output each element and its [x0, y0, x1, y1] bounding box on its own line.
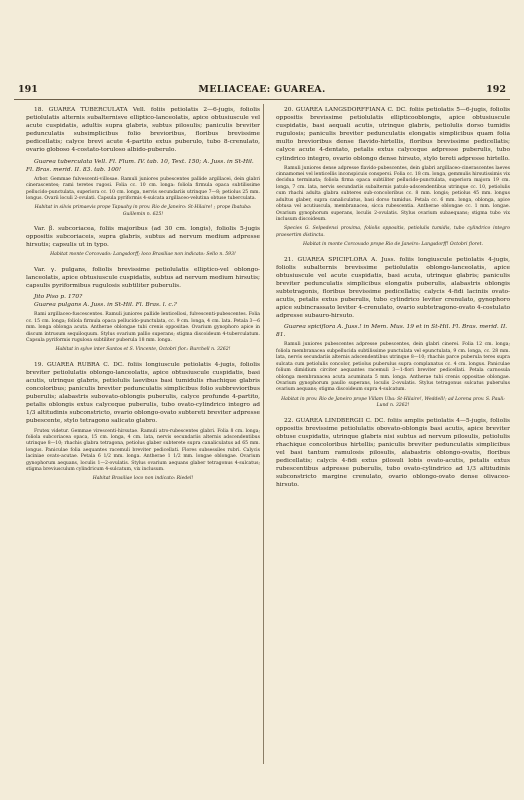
column-divider — [263, 104, 264, 764]
species-note: Species G. Selpedensi proxima, foliolis oppositis, petiolulis tumidis, tubo cylindrico integro praesertim distincta. — [276, 226, 510, 238]
page-number-left: 191 — [18, 84, 38, 95]
variety-description: Rami argillaceo-fuscescentes. Ramuli juniores pallide lenticellosi, fulvescenti-pubescentes. Folia cc. 15 cm. longa; foliola firmula opaca pellucido-punctulata, cc. 9 cm. longa, 4 cm. lata. Petala 3—6 mm. longa oblonga acuta. Antherae oblongae tubi crenis oppositae. Ovarium gynophoro apice in discum intrusum sequiloquum. Stylus ovarium pallio superans; stigma discoideum 4-tuberculatum. Capsula pyriformis rugulosa subtiliter puberula 18 mm. longa. — [26, 312, 260, 343]
header-rule — [14, 99, 510, 100]
habitat-note: Habitat in silvis primaevis prope Tapuahy in prov. Rio de Janeiro: St-Hilaire! ; prope Ibatuba: Guillemin n. 625! — [34, 205, 252, 217]
habitat-note: Habitat Brasiliae loco non indicato: Riedel! — [92, 476, 194, 482]
species-description: Arbor. Gemmae fulvescenti-villosae. Ramuli juniores pubescentes pallide argillacei, dein glabri cinerascentes; rami teretes rugosi. Folia cc. 10 cm. longa: foliola firmula opaca subtilissime pellucido-punctulata, superiora cc. 10 cm. longa, nervis secundariis utrinque 7—8; petiolus 25 mm. longus. Ovarii loculi 2-ovulati. Capsula pyriformis 4-sulcata argillaceo-velutina obtuse tuberculata. — [26, 176, 260, 201]
variety-beta — [26, 225, 260, 259]
page-header — [18, 84, 506, 98]
species-description: Frutex videtur. Gemmae virescenti-hirsutae. Ramuli atro-rubescentes glabri. Folia 8 cm. longa; foliola subcoriacea opaca, 15 cm. longa, 4 cm. lata, nervis secundariis alternis adscendentibus utrinque 8—10; rhachis glabra tetragona, petiolus glaber subterete supra canaliculatus ad 65 mm. longus. Paniculae folia aequantes racemuli breviter pedicellati. Flores subsessiles rubri. Calycis laciniae ovato-acutae. Petala 6 1/2 mm. longa. Antherae 1 1/2 mm. longae oblongae. Ovarium gynophorum aequans, loculis 1—2-ovulatis. Stylus ovarium aequans glaber tetragonus 4-sulcatus; stigma breviusculum cylindricum 4-sulcatum, vix inclusum. — [26, 428, 260, 472]
species-description: Ramuli juniores dense adpresse flavido-pubescentes, dein glabri argillaceo-cinerascentes laeves cinnamomei vel lenticellis inconspicuis conspersi. Folia cc. 18 cm. longa, gemmulis hirsutissimis vix decidua terminata; foliola firma opaca subtiliter pellucido-punctulata, superiora majora 19 cm. longa, 7 cm. lata, nervis secundariis subalternis patulo-adscendentibus utrinque cc. 10, petiolulis cum rhachi adulta glabra subteres sub-concoloribus cc. 8 mm. longis; petiolus 45 mm. longus adultus glaber, supra canaliculatus, basi dorso tumidus. Petala cc. 6 mm. longa, oblonga, apice obtusa vel acutiuscula, membranacea, sicca rubescentia. Antherae oblongae cc. 1 mm. longae. Ovarium gynophorum superans, loculis 2-ovulatis. Stylus ovarium subaequans; stigma tubo vix inclusum discoideum. — [276, 165, 510, 222]
variety-diagnosis: Var. β. subcoriacea, foliis majoribus (ad 30 cm. longis), foliolis 5-jugis oppositis subcoriaceis, supra glabris, subtus ad nervum medium adpresse hirsutis; capsulis ut in typo. — [26, 226, 260, 249]
species-entry-18 — [26, 106, 260, 218]
species-diagnosis: 19. GUAREA RUBRA C. DC. foliis longiuscule petiolatis 4-jugis, foliolis breviter petiolulatis oblongo-lanceolatis, apice obtusiuscule cuspidatis, basi acutis, utrinque glabris, petiolulis laevibus basi tumidulis rhachique glabris concoloribus; paniculis breviter pedunculatis simplicibus folio subbrevioribus puberulis; alabastris subovato-oblongis puberulis, calyce profunde 4-partito, petalis oblongis extus calyceque puberulis, tubo ovato-cylindrico integro ad 1/3 altitudinis subconstricto, ovario oblongo-ovato subtereti breviter adpresse pubescente, stylo tetragono salicato glabro. — [26, 361, 260, 425]
habitat-note: Habitat in sylve inter Santos et S. Vincente, Octobri flor.: Burchell n. 3262! — [55, 347, 231, 353]
running-title: MELIACEAE: GUAREA. — [198, 84, 326, 95]
species-diagnosis: 18. GUAREA TUBERCULATA Vell. foliis petiolatis 2—6-jugis, foliolis petiolulatis alternis subalternisve elliptico-lanceolatis, apice obtusiuscule vel acute cuspidatis, adultis supra glabris, subtus pilosulis; paniculis breviter pedunculatis subsimplicibus folio brevioribus, floribus brevissime pedicellatis; calyce brevi acute 4-partito extus puberulo, tubo 8-crenulato, ovario globoso 4-costato-toruloso albido-puberulo. — [26, 107, 260, 154]
species-entry-22 — [276, 417, 510, 490]
species-entry-19 — [26, 361, 260, 483]
species-entry-21 — [276, 256, 510, 410]
species-description: Ramuli juniores pubescentes adpresse pubescentes, dein glabri cinerei. Folia 12 cm. longa; foliola membranacea subpellucida subtilissime punctulata vel epunctulata, 9 cm. longa, cc. 28 mm. lata, nervis secundariis alternis adscendentibus utrinque 8—10; rhachis parce puberula teres supra sulcata cum petiolulis concolor, petiolus puberulus supra complanatus cc. 4 cm. longus. Paniculae folium dimidium circiter aequantes racemuli 3—1-flori breviter pedicellati. Petala carnosula oblonga membranacea acuta acuminata 5 mm. longa. Antherae tubi crenis oppositae oblongae. Ovarium gynophorum paullo superans, loculis 2-ovulatis. Stylus tetragonus sulcatus puberulus ovarium aequans; stigma discoideum supra 4-sulcatum. — [276, 342, 510, 393]
habitat-note: Habitat in prov. Rio de Janeiro prope Villam Uba: St-Hilaire!, Weddell!; ad Lorena prov. S. Pauli: Lund n. 3262! — [281, 396, 505, 409]
variety-citation: Jito Piso p. 170? — [34, 294, 83, 301]
habitat-note: Habitat in monte Corcovado prope Rio de Janeiro: Langsdorff! Octobri floret. — [303, 242, 483, 248]
species-citation: Guarea spiciflora A. Juss.! in Mem. Mus. 19 et in St-Hil. Fl. Bras. merid. II. 81. — [276, 324, 508, 339]
left-column — [26, 106, 260, 490]
species-diagnosis: 20. GUAREA LANGSDORFFIANA C. DC. foliis petiolatis 5—6-jugis, foliolis oppositis brevissime petiolulatis ellipticooblongis, apice obtusiuscule cuspidatis, basi aequali acutis, utrinque glabris, petiolulis dorso tumidis rugulosis; paniculis breviter pedunculatis elongatis simplicibus quam folia multo brevioribus dense flavido-hirtellis, floribus brevissime pedicellatis; calyce acute 4-dentato, petalis extus calyceque adpresse puberulis, tubo cylindrico integro, ovario oblongo dense hirsuto, stylo tereti adpresse hirtello. — [276, 107, 510, 162]
variety-gamma — [26, 266, 260, 354]
page-number-right: 192 — [486, 84, 506, 95]
species-citation: Guarea tuberculata Vell. Fl. Flum. IV. tab. 10, Text. 150; A. Juss. in St-Hil. Fl. Bras. merid. II. 83. tab. 100! — [26, 158, 254, 173]
species-diagnosis: 22. GUAREA LINDBERGII C. DC. foliis amplis petiolatis 4—5-jugis, foliolis oppositis brevissime petiolulatis obovato-oblongis basi acutis, apice breviter obtuse cuspidatis, utrinque glabris nisi subtus ad nervum pilosulis, petiolulis rhachique concoloribus hirtellis; paniculis breviter pedunculatis simplicibus vel basi tantum ramulosis pilosulis, alabastris oblongo-ovatis, floribus pedicellatis; calycis 4-fidi extus pilosuli lobis ovato-acutis, petalis extus rubescentibus adpresse puberulis, tubo ovato-cylindrico ad 1/3 altitudinis subconstricto margine crenulato, ovario oblongo-ovato dense olivaceo-hirsuto. — [276, 417, 510, 489]
variety-citation: Guarea pulgans A. Juss. in St-Hil. Fl. Bras. l. c.? — [34, 302, 177, 309]
right-column — [276, 106, 510, 496]
variety-diagnosis: Var. γ. pulgans, foliolis brevissime petiolulatis elliptico-vel oblongo-lanceolatis, apice obtusiuscule cuspidatis, subtus ad nervum medium hirsutis; capsulis pyriformibus rugulosis subtiliter puberulis. — [26, 266, 260, 290]
species-entry-20 — [276, 106, 510, 249]
species-diagnosis: 21. GUAREA SPICIFLORA A. Juss. foliis longiuscule petiolatis 4-jugis, foliolis subalternis brevissime petiolulatis oblongo-lanceolatis, apice obtusiuscule vel acute cuspidatis, basi acuta, utrinque glabris; paniculis breviter pedunculatis simplicibus elongatis puberulis, alabastris oblongis subtetragonis, floribus brevissime pedicellatis; calycis 4-fidi laciniis ovato-acutis, petalis extus puberulis, tubo cylindrico leviter crenulato, gynophoro apice subincrassato leviter 4-crenulato, ovario subtetragono-ovato 4-costulato adpresse subauro-hirsuto. — [276, 256, 510, 320]
habitat-note: Habitat monte Corcovado: Langsdorff; loco Brasiliae non indicato: Sello n. 593! — [50, 252, 236, 258]
